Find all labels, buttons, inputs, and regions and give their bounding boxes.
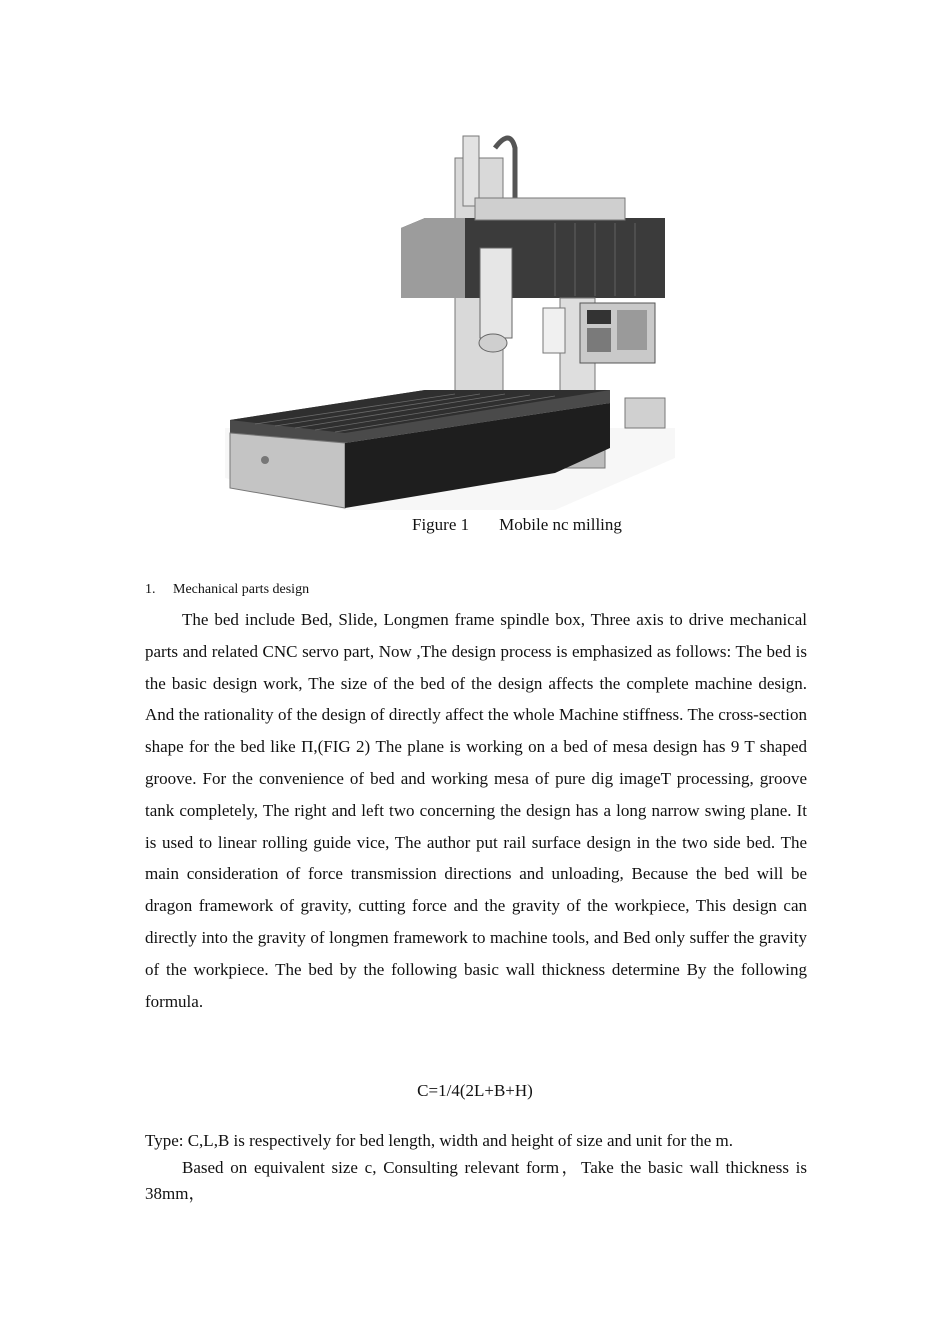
formula-text: C=1/4(2L+B+H) [417, 1081, 533, 1100]
formula-variables-line: Type: C,L,B is respectively for bed length, width and height of size and unit for the m. [145, 1131, 734, 1150]
milling-machine-figure [225, 128, 675, 510]
body-paragraph: The bed include Bed, Slide, Longmen frame spindle box, Three axis to drive mechanical parts and related CNC servo part, Now ,The design process is emphasized as follows: The bed is the basic design work, The size of the bed of the design affects the complete machine design. And the rationality of the design of directly affect the whole Machine stiffness. The cross-section shape for the bed like Π,(FIG 2) The plane is working on a bed of mesa design has 9 T shaped groove. For the convenience of bed and working mesa of pure dig imageT processing, groove tank completely, The right and left two concerning the design has a long narrow swing plane. It is used to linear rolling guide vice, The author put rail surface design in the two side bed. The main consideration of force transmission directions and unloading, Because the bed will be dragon framework of gravity, cutting force and the gravity of the workpiece, This design can directly into the gravity of longmen framework to machine tools, and Bed only suffer the gravity of the workpiece. The bed by the following basic wall thickness determine By the following formula. [145, 610, 807, 1011]
wall-thickness-paragraph: Based on equivalent size c, Consulting relevant form，Take the basic wall thickness is 38mm， [145, 1158, 807, 1203]
formula [0, 1081, 950, 1101]
figure-caption [412, 515, 622, 535]
milling-machine-illustration [225, 128, 675, 510]
section-title: Mechanical parts design [173, 582, 310, 597]
figure-number: Figure 1 [412, 515, 470, 534]
section-number: 1. [145, 582, 156, 597]
figure-title: Mobile nc milling [499, 515, 622, 534]
section-heading [145, 582, 309, 598]
